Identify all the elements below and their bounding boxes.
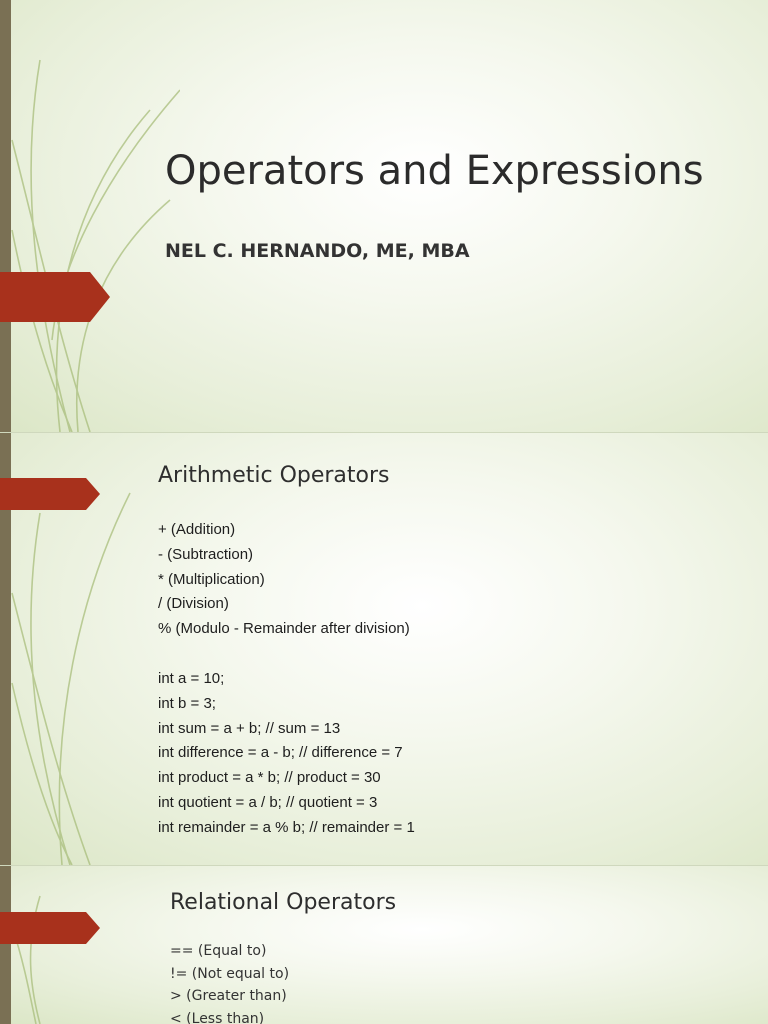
list-item: < (Less than) [170, 1010, 265, 1024]
list-item: > (Greater than) [170, 988, 287, 1004]
code-line: int product = a * b; // product = 30 [158, 769, 381, 787]
operator-list [158, 518, 410, 642]
ribbon-marker [0, 912, 100, 944]
code-line: int difference = a - b; // difference = 7 [158, 744, 403, 762]
operator-list [170, 940, 289, 1024]
section-heading: Arithmetic Operators [158, 463, 390, 488]
title-slide [0, 0, 768, 432]
decorative-curves [0, 0, 180, 432]
list-item: + (Addition) [158, 521, 236, 538]
code-line: int remainder = a % b; // remainder = 1 [158, 818, 415, 836]
list-item: != (Not equal to) [170, 965, 290, 982]
list-item: % (Modulo - Remainder after division) [158, 620, 410, 638]
relational-slide [0, 866, 768, 1024]
code-line: int quotient = a / b; // quotient = 3 [158, 793, 378, 811]
code-line: int b = 3; [158, 694, 216, 712]
list-item: == (Equal to) [170, 943, 267, 959]
code-example [158, 667, 415, 841]
section-heading: Relational Operators [170, 890, 397, 915]
code-line: int sum = a + b; // sum = 13 [158, 719, 341, 737]
ribbon-marker [0, 478, 100, 510]
list-item: / (Division) [158, 595, 229, 613]
code-line: int a = 10; [158, 670, 225, 687]
arithmetic-slide [0, 433, 768, 865]
decorative-curves [0, 866, 180, 1024]
list-item: * (Multiplication) [158, 570, 265, 588]
list-item: - (Subtraction) [158, 545, 254, 563]
ribbon-marker [0, 272, 110, 322]
author-subtitle: NEL C. HERNANDO, ME, MBA [165, 240, 470, 262]
slide-title: Operators and Expressions [165, 148, 704, 194]
